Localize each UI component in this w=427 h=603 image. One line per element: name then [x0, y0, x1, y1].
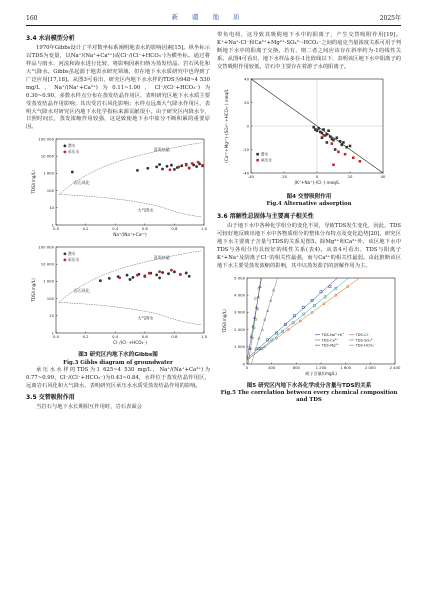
x-tick-label: 0.0 — [52, 334, 60, 340]
data-point — [327, 129, 330, 132]
adsorption-chart — [217, 73, 401, 191]
data-point — [344, 153, 347, 156]
x-axis-label: 离子含量/(mg/L) — [305, 370, 337, 376]
data-point — [331, 142, 334, 145]
legend-marker-confined — [63, 151, 66, 154]
page-number: 160 — [26, 15, 38, 22]
data-point — [170, 269, 173, 272]
data-point — [337, 150, 340, 153]
data-point — [339, 140, 342, 143]
legend-marker-confined — [63, 259, 66, 262]
data-point — [158, 271, 161, 274]
figure-4-caption-zh: 图4 交替吸附作用 — [286, 193, 332, 200]
gibbs-chart-na — [26, 133, 210, 241]
data-point — [332, 163, 335, 166]
legend-label-confined: 承压水 — [67, 257, 80, 263]
x-tick-label: 0.6 — [141, 334, 148, 340]
data-point — [349, 144, 352, 147]
y-tick-label: 100 — [46, 188, 54, 194]
data-point — [179, 273, 182, 276]
y-axis-label: TDS/(mg/L) — [31, 170, 36, 195]
y-tick-label: 100 000 — [38, 244, 54, 250]
section-3-6-title: 3.6 溶解性总固体与主要离子相关性 — [217, 213, 314, 221]
y-tick-label: 10 000 — [40, 153, 54, 159]
y-tick-label: 100 — [46, 296, 54, 302]
label-evaporation: 蒸发结晶 — [153, 255, 170, 261]
figure-3-caption-en: Fig.3 Gibbs diagram of groundwater — [63, 359, 173, 366]
data-point — [158, 163, 161, 166]
data-point — [321, 131, 324, 134]
x-tick-label: 2 400 — [389, 364, 401, 370]
section-3-4-title: 3.4 水岩模型分析 — [26, 35, 75, 42]
data-point — [195, 165, 198, 168]
gibbs-boundary-lower — [59, 195, 201, 217]
data-point — [180, 165, 183, 168]
page-header — [26, 14, 401, 26]
data-point — [352, 156, 355, 159]
x-tick-label: 0.2 — [82, 226, 89, 232]
legend-label: TDS-Mg²⁺ — [321, 343, 339, 348]
y-tick-label: 1 000 — [43, 279, 54, 285]
legend-marker-phreatic — [63, 145, 66, 148]
legend-label: TDS-SO₄²⁻ — [355, 337, 375, 342]
label-precipitation: 大气降水 — [137, 207, 154, 213]
y-tick-label: 10 — [49, 205, 54, 211]
y-tick-label: 5 000 — [234, 275, 245, 281]
y-tick-label: -20 — [242, 146, 249, 152]
x-tick-label: 2 000 — [364, 364, 376, 370]
figure-5 — [217, 272, 401, 404]
data-point — [321, 136, 324, 139]
data-point — [322, 134, 325, 137]
x-axis-label: Cl⁻/(Cl⁻+HCO₃⁻) — [112, 340, 148, 346]
year: 2025年 — [379, 15, 401, 22]
x-tick-label: 400 — [268, 364, 276, 370]
legend-label: TDS-Cl⁻ — [355, 332, 370, 337]
legend-label: TDS-Na⁺+K⁺ — [321, 332, 345, 337]
paragraph: 带负电荷，这导致其吸附地下水中的阳离子，产生交替吸附作用[19]。K⁺+Na⁺-Cl⁻和Ca²⁺+Mg²⁺-SO₄²⁻-HCO₃⁻之间的毫克当量浓度关系可用于判断地下水中的阳离子交换，若有，则二者之间应该存在斜率约为-1的线性关系。从图4可看出，地下水样品多在-1比值线以下，表明该区地下水中阳离子的交替吸附作用较低，岩石中主要存在着游子水的阳离子。 — [217, 32, 401, 70]
label-rock-weathering: 岩石风化 — [73, 288, 90, 294]
data-point — [340, 143, 343, 146]
label-evaporation: 蒸发结晶 — [153, 147, 170, 153]
data-point — [316, 129, 319, 132]
x-tick-label: 1.0 — [200, 334, 208, 340]
x-axis-label: Na⁺/(Na⁺+Ca²⁺) — [113, 232, 147, 238]
legend-marker-phreatic — [63, 253, 66, 256]
data-point — [146, 167, 149, 170]
x-tick-label: 40 — [380, 173, 386, 179]
y-tick-label: 20 — [244, 99, 249, 105]
x-tick-label: 0 — [315, 173, 319, 179]
data-point — [317, 127, 320, 130]
x-tick-label: 0.4 — [112, 334, 119, 340]
data-point — [167, 273, 170, 276]
data-point — [136, 274, 139, 277]
y-tick-label: 100 000 — [38, 136, 54, 142]
figure-5-caption-en: Fig.5 The correlation between every chemical composition and TDS — [220, 390, 398, 404]
y-tick-label: 10 — [49, 313, 54, 319]
legend-label-phreatic: 潜水 — [67, 251, 76, 257]
data-point — [161, 271, 164, 274]
x-tick-label: -40 — [247, 173, 255, 179]
x-tick-label: -20 — [280, 173, 288, 179]
data-point — [126, 274, 129, 277]
data-point — [169, 169, 172, 172]
legend-label: TDS-Ca²⁺ — [321, 337, 339, 342]
x-tick-label: 20 — [347, 173, 353, 179]
data-point — [345, 146, 348, 149]
data-point — [118, 277, 121, 280]
x-tick-label: 0.0 — [52, 226, 60, 232]
x-tick-label: 0 — [245, 364, 249, 370]
x-tick-label: 1 200 — [315, 364, 327, 370]
data-point — [173, 271, 176, 274]
data-point — [322, 128, 325, 131]
figure-3 — [26, 133, 210, 366]
data-point — [170, 164, 173, 167]
data-point — [359, 160, 362, 163]
y-tick-label: 10 000 — [40, 261, 54, 267]
y-tick-label: 0 — [242, 361, 245, 367]
data-point — [312, 126, 315, 129]
gibbs-chart-cl — [26, 241, 210, 349]
legend-label-phreatic: 潜水 — [67, 143, 76, 149]
y-tick-label: 1 — [51, 330, 54, 336]
data-point — [332, 138, 335, 141]
data-point — [326, 141, 329, 144]
x-tick-label: 1.0 — [200, 226, 208, 232]
data-point — [185, 272, 188, 275]
legend-label-phreatic: 潜水 — [260, 151, 269, 157]
data-point — [191, 162, 194, 165]
data-point — [173, 168, 176, 171]
data-point — [161, 168, 164, 171]
gibbs-boundary-lower — [59, 303, 201, 325]
y-tick-label: 1 — [51, 222, 54, 228]
data-point — [254, 297, 256, 299]
gibbs-boundary-upper — [59, 143, 201, 195]
trend-line — [247, 278, 262, 361]
y-tick-label: 1 000 — [43, 171, 54, 177]
label-precipitation: 大气降水 — [137, 315, 154, 321]
y-axis-label: TDS/(mg/L) — [31, 278, 36, 303]
data-point — [155, 166, 158, 169]
figure-4 — [217, 73, 401, 208]
data-point — [185, 164, 188, 167]
data-point — [143, 276, 146, 279]
x-tick-label: 0.8 — [171, 226, 178, 232]
paragraph: 由于地下水中各种化学组分的变化不同，导致TDS发生变化，因此，TDS可较好地反映出地下水中各物质组分的整体分布特点及变化趋势[20]。研究区地下水主要离子含量与TDS的关系见图5。除Mg²⁺和Ca²⁺外，该区地下水中TDS与各组分均具较好的线性关系(表4)。从表4可看出，TDS与阳离子K⁺+Na⁺及阴离子Cl⁻的相关性最强，而与Ca²⁺的相关性最弱。由此推断该区地下水主要受蒸发浓缩的影响，其中以蒸发盐岩的溶解作用为主。 — [217, 223, 401, 269]
data-point — [108, 277, 111, 280]
paragraph: 当岩石与地下水长期相互作用时，岩石表面会 — [36, 403, 142, 410]
x-tick-label: 0.2 — [82, 334, 89, 340]
data-point — [329, 285, 331, 287]
x-tick-label: 0.6 — [141, 226, 148, 232]
y-tick-label: 4 000 — [234, 292, 245, 298]
figure-5-caption-zh: 图5 研究区内地下水各化学成分含量与TDS的关系 — [246, 382, 372, 389]
paragraph: 承压水水样的TDS为1 625~4 530 mg/L，Na⁺/(Na⁺+Ca²⁺)为0.77~0.99，Cl⁻/(Cl⁻+HCO₃⁻)为0.43~0.84，水样位于蒸发结晶作用区，远离岩石风化和大气降水，表明研究区承压水水质受蒸发结晶作用的影响。 — [26, 366, 210, 389]
data-point — [132, 276, 135, 279]
data-point — [99, 280, 102, 283]
gibbs-boundary-upper — [59, 251, 201, 303]
data-point — [326, 133, 329, 136]
legend-label: TDS-HCO₃⁻ — [355, 343, 376, 348]
figure-4-caption-en: Fig.4 Alternative adsorption — [266, 201, 352, 208]
data-point — [261, 328, 263, 330]
y-tick-label: 40 — [244, 75, 249, 81]
data-point — [336, 136, 339, 139]
data-point — [177, 166, 180, 169]
y-tick-label: 2 000 — [234, 326, 245, 332]
y-tick-label: 1 000 — [234, 343, 245, 349]
x-axis-label: (K⁺+Na⁺)-(Cl⁻) meq/L — [294, 179, 340, 185]
data-point — [329, 135, 332, 138]
data-point — [342, 141, 345, 144]
y-axis-label: (Ca²⁺+Mg²⁺)-(SO₄²⁻+HCO₃⁻) meq/L — [224, 88, 229, 163]
data-point — [158, 277, 161, 280]
data-point — [148, 272, 151, 275]
right-column — [217, 32, 401, 404]
data-point — [188, 275, 191, 278]
legend-label-confined: 承压水 — [260, 157, 272, 163]
x-tick-label: 0.4 — [112, 226, 119, 232]
data-point — [188, 167, 191, 170]
data-point — [155, 274, 158, 277]
paragraph: 1970年Gibbs设计了半对数坐标系阐明地表水的影响因素[15]。纵坐标示以TDS为变量，以Na⁺/(Na⁺+Ca²⁺)或Cl⁻/(Cl⁻+HCO₃⁻)为横坐标。通过将样品与雨水、河流和海水进行比较，将影响因素归纳为蒸发结晶、岩石风化和大气降水。Gibbs虽起源于地表水研究领域，但在地下水水质研究中也得到了广泛应用[17,18]。从图3可看出，研究区内地下水水样的TDS为948~4 530 mg/L，Na⁺/(Na⁺+Ca²⁺)为0.11~1.00，Cl⁻/(Cl⁻+HCO₃⁻)为0.30~0.90，多数水样点分布在蒸发结晶作用区，表明研究区地下水水质主要受蒸发结晶作用影响；其次受岩石风化影响；水样点远离大气降水作用区，表明大气降水对研究区内地下水化学指标来源贡献很小。由于研究区内降水少，日照时间长，蒸发浓缩作用较强，这是致使地下水中盐分不断积累的重要原因。 — [26, 45, 210, 131]
left-column — [26, 32, 210, 412]
section-3-5-title: 3.5 交替吸附作用 — [26, 393, 75, 401]
figure-3-caption-zh: 图3 研究区内地下水的Gibbs图 — [78, 352, 158, 359]
data-point — [136, 169, 139, 172]
label-rock-weathering: 岩石风化 — [73, 180, 90, 186]
tds-correlation-chart — [217, 272, 401, 380]
legend-marker-phreatic — [256, 153, 259, 156]
legend-marker-confined — [256, 159, 259, 162]
x-tick-label: 800 — [292, 364, 300, 370]
data-point — [201, 165, 204, 168]
data-point — [129, 278, 132, 281]
y-axis-label: TDS/(mg/L) — [222, 308, 227, 333]
data-point — [71, 171, 74, 174]
journal-name: 新 疆 地 质 — [171, 13, 246, 22]
data-point — [197, 161, 200, 164]
y-tick-label: -40 — [242, 169, 249, 175]
data-point — [166, 165, 169, 168]
x-tick-label: 0.8 — [171, 334, 178, 340]
legend-label-confined: 承压水 — [67, 149, 80, 155]
data-point — [334, 148, 337, 151]
y-tick-label: 0 — [246, 122, 249, 128]
x-tick-label: 1 600 — [340, 364, 352, 370]
trend-line — [247, 278, 348, 360]
y-tick-label: 3 000 — [234, 309, 245, 315]
